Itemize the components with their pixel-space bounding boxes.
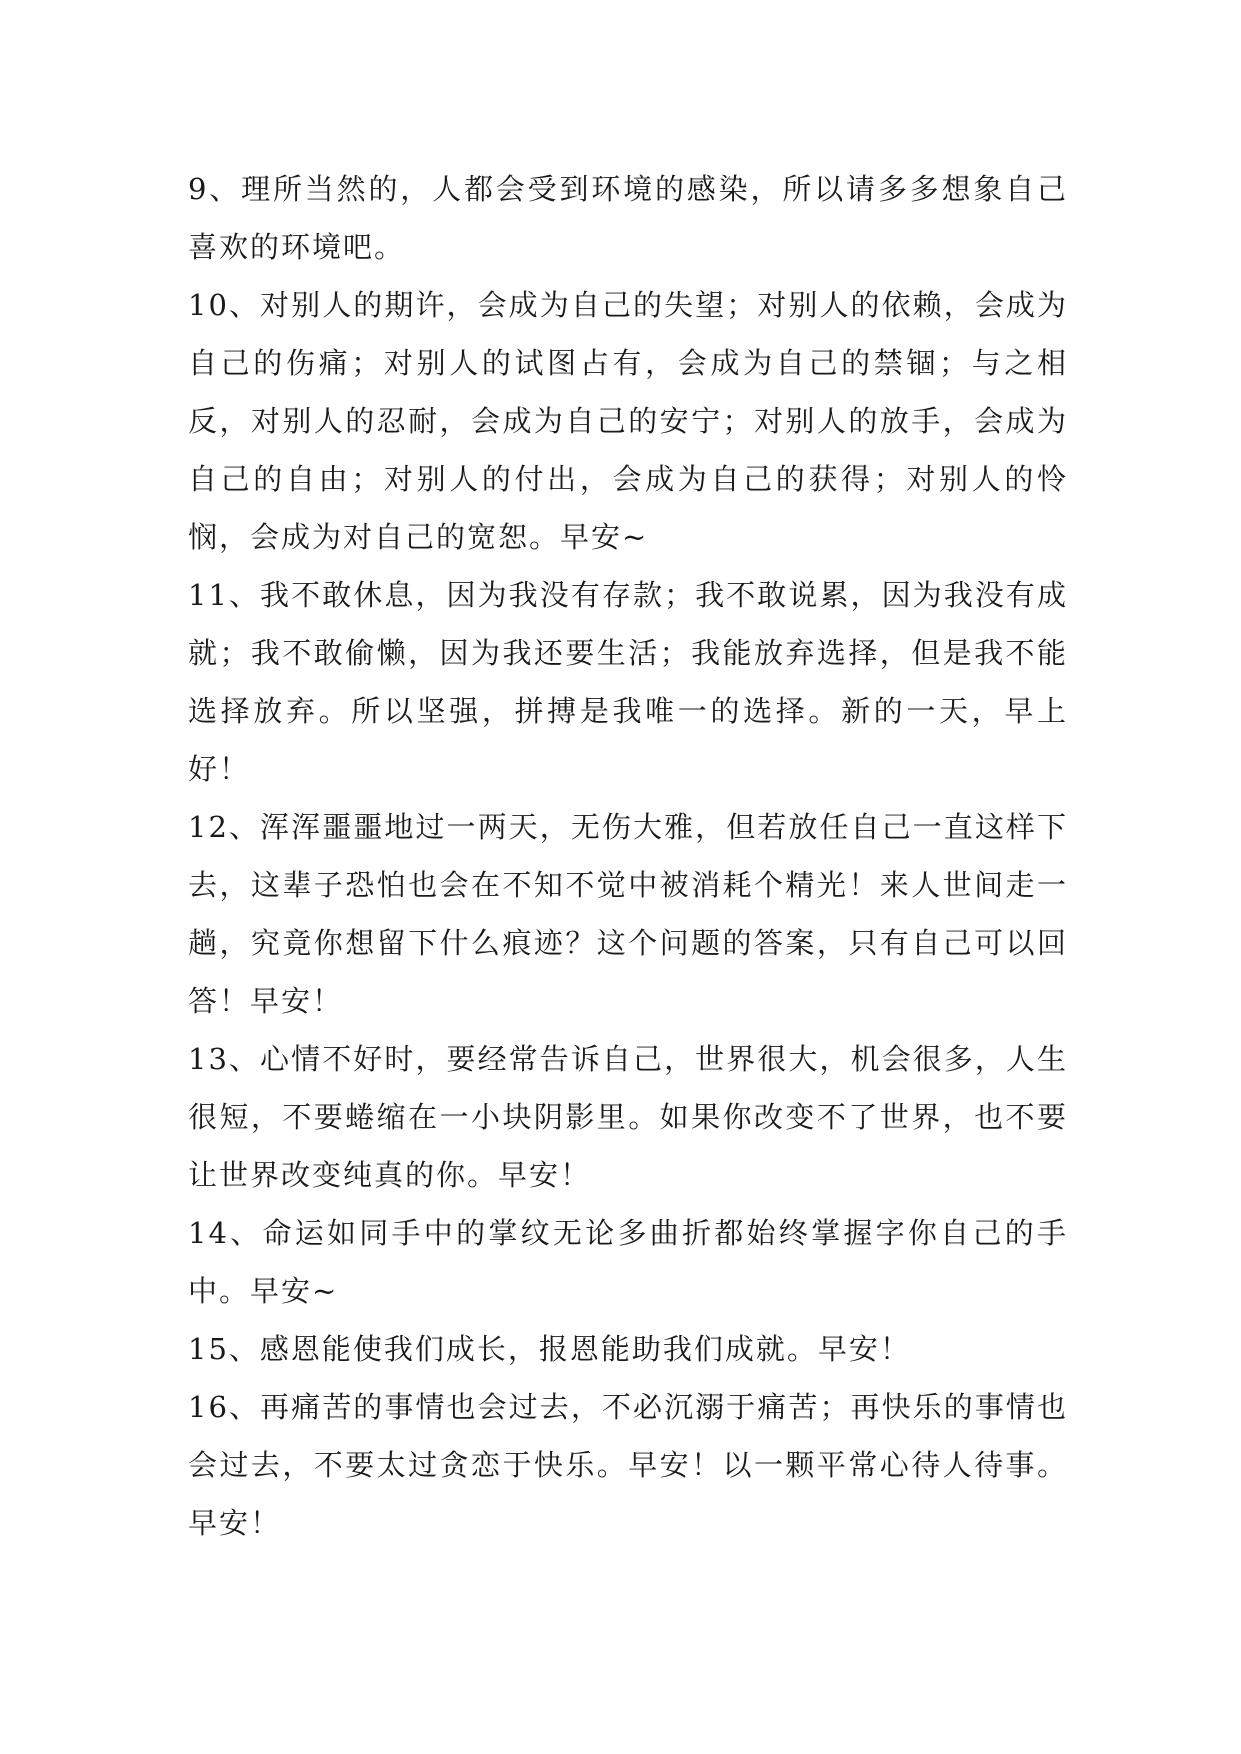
paragraph-9: 9、理所当然的，人都会受到环境的感染，所以请多多想象自己喜欢的环境吧。 [188, 172, 1068, 264]
paragraph-11: 11、我不敢休息，因为我没有存款；我不敢说累，因为我没有成就；我不敢偷懒，因为我还要生活；我能放弃选择，但是我不能选择放弃。所以坚强，拼搏是我唯一的选择。新的一天，早上好！ [188, 578, 1068, 786]
document-body [188, 160, 1068, 1552]
paragraph-10: 10、对别人的期许，会成为自己的失望；对别人的依赖，会成为自己的伤痛；对别人的试图占有，会成为自己的禁锢；与之相反，对别人的忍耐，会成为自己的安宁；对别人的放手，会成为自己的自由；对别人的付出，会成为自己的获得；对别人的怜悯，会成为对自己的宽恕。早安~ [188, 288, 1068, 554]
paragraph-14: 14、命运如同手中的掌纹无论多曲折都始终掌握字你自己的手中。早安~ [188, 1216, 1068, 1308]
paragraph-13: 13、心情不好时，要经常告诉自己，世界很大，机会很多，人生很短，不要蜷缩在一小块阴影里。如果你改变不了世界，也不要让世界改变纯真的你。早安！ [188, 1042, 1068, 1192]
paragraph-16: 16、再痛苦的事情也会过去，不必沉溺于痛苦；再快乐的事情也会过去，不要太过贪恋于快乐。早安！以一颗平常心待人待事。早安！ [188, 1390, 1068, 1540]
paragraph-12: 12、浑浑噩噩地过一两天，无伤大雅，但若放任自己一直这样下去，这辈子恐怕也会在不知不觉中被消耗个精光！来人世间走一趟，究竟你想留下什么痕迹？这个问题的答案，只有自己可以回答！早安！ [188, 810, 1068, 1018]
paragraph-15: 15、感恩能使我们成长，报恩能助我们成就。早安！ [188, 1332, 911, 1366]
